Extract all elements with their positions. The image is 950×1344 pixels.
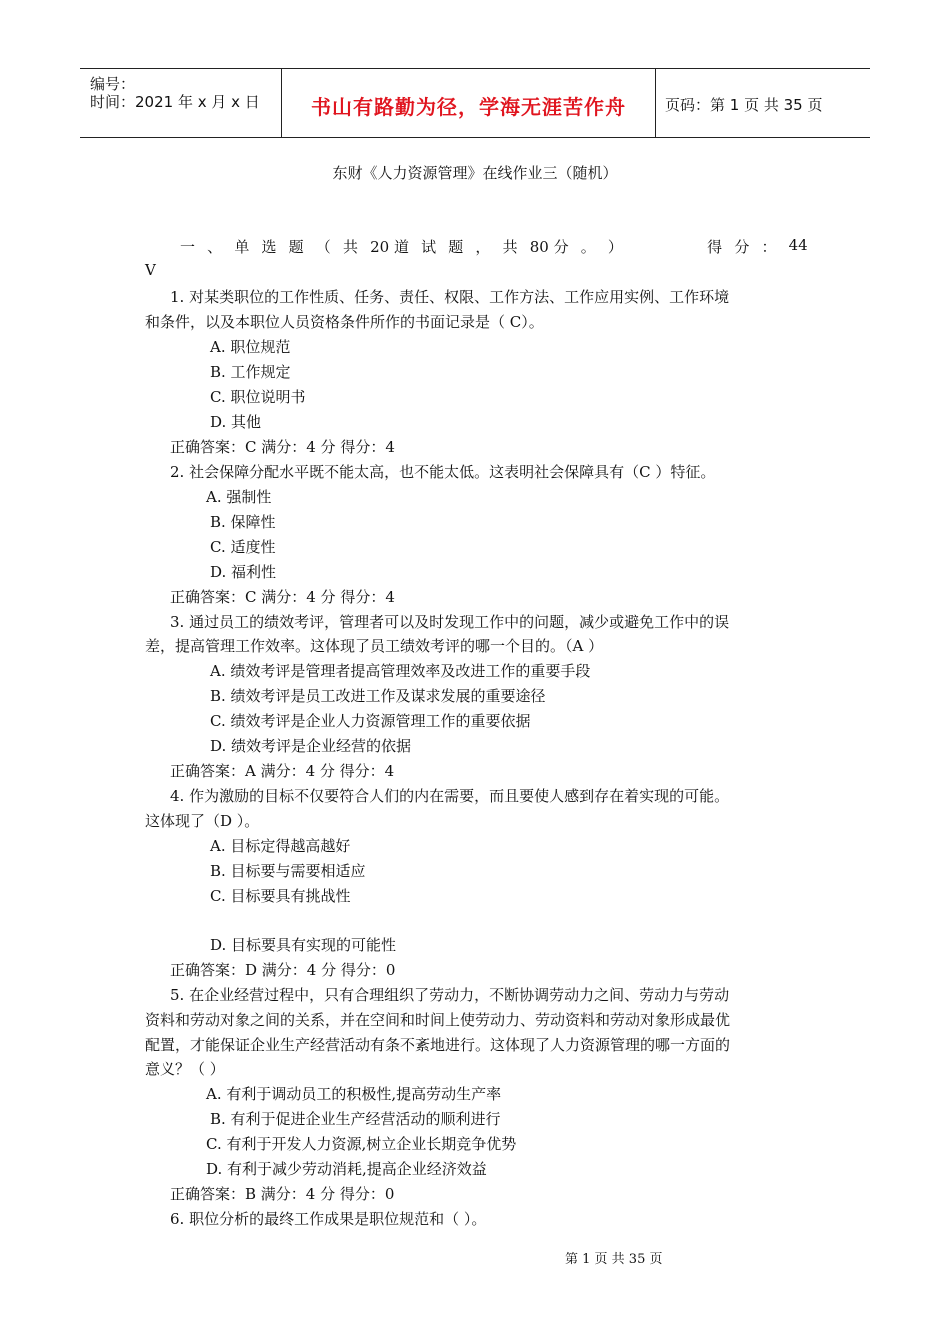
header-meta — [80, 69, 280, 137]
answer-line: 正确答案：C 满分：4 分 得分：4 — [170, 588, 395, 606]
section-char: 单 — [234, 238, 250, 256]
option-b: B. 有利于促进企业生产经营活动的顺利进行 — [210, 1110, 501, 1128]
section-char: 题 — [288, 238, 304, 256]
section-char: 分 — [734, 238, 750, 256]
question-text: 2. 社会保障分配水平既不能太高，也不能太低。这表明社会保障具有（C ）特征。 — [170, 463, 716, 481]
option-c: C. 适度性 — [210, 538, 276, 556]
page-footer: 第 1 页 共 35 页 — [565, 1252, 663, 1267]
section-char: 试 — [421, 238, 437, 256]
question-text: 6. 职位分析的最终工作成果是职位规范和（ ）。 — [170, 1210, 487, 1228]
option-b: B. 目标要与需要相适应 — [210, 862, 366, 880]
section-tail: V — [145, 261, 156, 279]
option-b: B. 工作规定 — [210, 363, 291, 381]
option-c: C. 绩效考评是企业人力资源管理工作的重要依据 — [210, 712, 531, 730]
section-char: ： — [761, 238, 777, 256]
document-title: 东财《人力资源管理》在线作业三（随机） — [332, 164, 618, 182]
option-c: C. 有利于开发人力资源,树立企业长期竞争优势 — [206, 1135, 517, 1153]
answer-line: 正确答案：A 满分：4 分 得分：4 — [170, 762, 395, 780]
section-char: ） — [607, 238, 623, 256]
question-text: 1. 对某类职位的工作性质、任务、责任、权限、工作方法、工作应用实例、工作环境 — [170, 288, 730, 306]
header-divider — [655, 69, 656, 137]
option-d: D. 有利于减少劳动消耗,提高企业经济效益 — [206, 1160, 487, 1178]
question-text: 5. 在企业经营过程中，只有合理组织了劳动力，不断协调劳动力之间、劳动力与劳动 — [170, 986, 730, 1004]
section-char: 题 — [448, 238, 464, 256]
section-char: 共 — [342, 238, 358, 256]
option-a: A. 强制性 — [206, 488, 272, 506]
option-d: D. 绩效考评是企业经营的依据 — [210, 737, 412, 755]
section-char: 一 — [180, 238, 196, 256]
answer-line: 正确答案：C 满分：4 分 得分：4 — [170, 438, 395, 456]
question-text: 差，提高管理工作效率。这体现了员工绩效考评的哪一个目的。（A ） — [145, 637, 604, 655]
section-heading — [180, 236, 808, 257]
section-char: （ — [315, 238, 331, 256]
option-b: B. 绩效考评是员工改进工作及谋求发展的重要途径 — [210, 687, 546, 705]
option-a: A. 有利于调动员工的积极性,提高劳动生产率 — [206, 1085, 502, 1103]
section-char: ， — [475, 238, 491, 256]
section-char: 选 — [261, 238, 277, 256]
option-a: A. 目标定得越高越好 — [210, 837, 351, 855]
section-score: 44 — [788, 236, 808, 254]
option-b: B. 保障性 — [210, 513, 276, 531]
answer-line: 正确答案：D 满分：4 分 得分：0 — [170, 961, 396, 979]
section-char: 。 — [580, 238, 596, 256]
option-c: C. 目标要具有挑战性 — [210, 887, 351, 905]
section-char: 、 — [207, 238, 223, 256]
question-text: 配置，才能保证企业生产经营活动有条不紊地进行。这体现了人力资源管理的哪一方面的 — [145, 1036, 731, 1054]
section-char — [635, 236, 695, 257]
header-motto: 书山有路勤为径，学海无涯苦作舟 — [311, 95, 626, 119]
question-text: 4. 作为激励的目标不仅要符合人们的内在需要，而且要使人感到存在着实现的可能。 — [170, 787, 730, 805]
option-d: D. 其他 — [210, 413, 262, 431]
section-char: 共 — [502, 238, 518, 256]
question-text: 这体现了（D ）。 — [145, 812, 260, 830]
section-char: 80 分 — [529, 238, 569, 256]
question-text: 和条件，以及本职位人员资格条件所作的书面记录是（ C）。 — [145, 313, 544, 331]
time-label: 时间：2021 年 x 月 x 日 — [90, 93, 260, 111]
option-a: A. 职位规范 — [210, 338, 291, 356]
section-char: 20 道 — [370, 238, 409, 256]
page-header — [80, 68, 870, 138]
option-d: D. 目标要具有实现的可能性 — [210, 936, 397, 954]
option-a: A. 绩效考评是管理者提高管理效率及改进工作的重要手段 — [210, 662, 591, 680]
section-char: 得 — [707, 238, 723, 256]
question-text: 意义？（ ） — [145, 1060, 225, 1078]
header-page-info: 页码：第 1 页 共 35 页 — [665, 96, 823, 114]
option-c: C. 职位说明书 — [210, 388, 306, 406]
answer-line: 正确答案：B 满分：4 分 得分：0 — [170, 1185, 395, 1203]
option-d: D. 福利性 — [210, 563, 277, 581]
question-text: 资料和劳动对象之间的关系，并在空间和时间上使劳动力、劳动资料和劳动对象形成最优 — [145, 1011, 731, 1029]
code-label: 编号： — [90, 75, 136, 93]
question-text: 3. 通过员工的绩效考评，管理者可以及时发现工作中的问题，减少或避免工作中的误 — [170, 613, 730, 631]
